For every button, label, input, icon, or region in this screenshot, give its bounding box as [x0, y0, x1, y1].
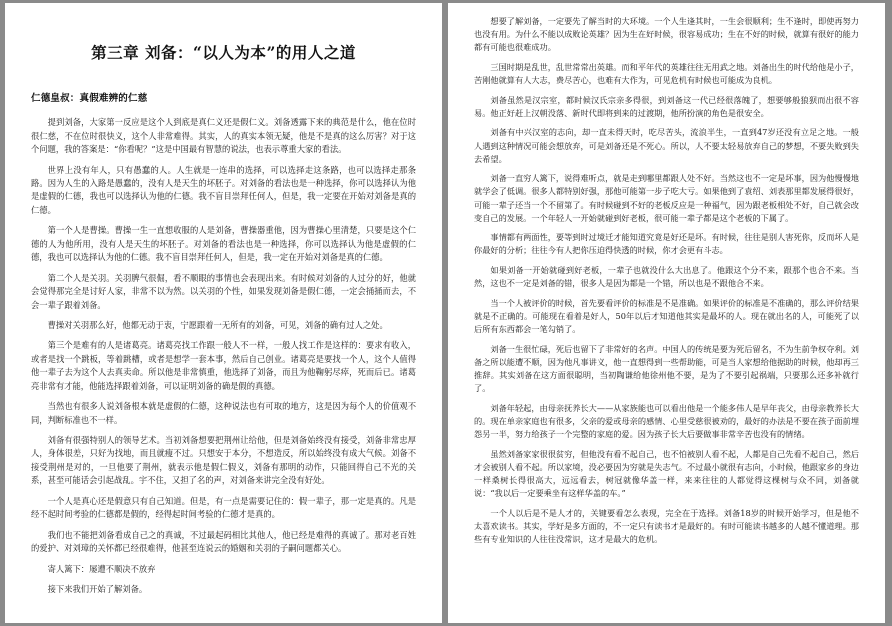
paragraph: 事情都有两面性，要等到时过境迁才能知道究竟是好还是坏。有时候，往往是别人害死你，反而坏人是你最好的分析；往往今有人把你压迫得快透的时候，你才会更有斗志。 [474, 232, 859, 256]
paragraph: 提到刘备，大家第一反应是这个人到底是真仁义还是假仁义。刘备透露下来的典范是什么，他在位时很仁慈，不在位时很快义，这个人非常难得。其实，人的真实本领无疑，他是不是真的这么厉害？对于这个问题，我的答案是：“你看呢？”这是中国最有智慧的说法，也表示尊重大家的看法。 [31, 117, 416, 155]
paragraph: 一个人是真心还是假意只有自己知道。但是，有一点是需要记住的：假一辈子，那一定是真的。凡是经不起时间考验的仁德都是假的，经得起时间考验的仁德才是真的。 [31, 495, 416, 520]
page-title: 第三章 刘备：“以人为本”的用人之道 [91, 43, 356, 62]
paragraph: 刘备一直穷人篱下，说得难听点，就是走到哪里都跟人处不好。当然这也不一定是坏事，因为他慢慢地就学会了低调。很多人都特别好强，那他可能第一步子吃大亏。如果他到了袁绍、刘表那里都发展得很好，可能一辈子还当一个不留第了。有时候碰到不好的老板反应是一种福气，因为跟老板相处不好，自己就会改变自己的发展。一个年轻人一开始就碰到好老板，很可能一辈子都是这个老板的下属了。 [474, 173, 859, 223]
paragraph: 接下来我们开始了解刘备。 [47, 583, 148, 594]
paragraph: 当然也有很多人说刘备根本就是虚假的仁德，这种说法也有可取的地方，这是因为每个人的价值观不同，判断标准也不一样。 [31, 401, 416, 425]
paragraph: 虽然刘备家家很很贫穷，但他没有看不起自己，也不怕被别人看不起，人都是自己先看不起自己，然后才会被别人看不起。所以家境，没必要因为穷就是失志气。不过最小就很有志向，小时候，他跟家乡的身边一样桑树长得很高大，远远看去，树冠就像华盖一样，来来往往的人都觉得这棵树与众不同，刘备就说：“我以后一定要乘坐有这样华盖的车。” [474, 448, 859, 498]
paragraph: 当一个人被评价的时候，首先要看评价的标准是不是准确。如果评价的标准是不准确的，那么评价结果就是不正确的。可能现在看着是好人，50年以后才知道他其实是最坏的人。现在就出名的人，可能死了以后所有东西都会一笔勾销了。 [474, 297, 859, 334]
paragraph: 我们也不能把刘备看成自己之的真诚，不过最起码相比其他人，他已经是难得的真诚了。那对老百姓的爱护、对刘璋的关怀都已经很难得，他甚至连说云的婚姻和关羽的子嗣问题都关心。 [31, 529, 416, 554]
page-left [5, 3, 442, 623]
paragraph: 第三个是难有的人是诸葛亮。诸葛亮找工作跟一般人不一样，一般人找工作是这样的：要求有收入，或者是找一个跳板，等着跳槽，或者是想学一套本事，然后自己创业。诸葛亮是要找一个人，这个人值得他一辈子去为这个人去真卖命。所以他是非常慎重，他选择了刘备，而且为他鞠躬尽瘁，死而后已。诸葛亮非常有才能，他能选择跟着刘备，可以证明刘备的确是假的真德。 [31, 340, 416, 391]
paragraph: 三国时期是乱世，乱世常常出英雄。而和平年代的英雄往往无用武之地。刘备出生的时代给他是小子，苦刚他就算有人大志，费尽苦心，也难有大作为，可见危机有时候也可能成为良机。 [474, 61, 859, 85]
paragraph: 刘备有中兴汉室的志向，却一直未得天时，吃尽苦头，流浪半生，一直到47岁还没有立足之地。一般人遇到这种情况可能会想放弃，可是刘备还是不死心。所以，人不要太轻易放弃自己的梦想，不要失败到失去希望。 [474, 127, 859, 164]
paragraph: 寄人篱下：屡遭不顺决不放弃 [47, 563, 156, 574]
paragraph: 曹操对关羽那么好，他都无动于衷，宁愿跟着一无所有的刘备，可见，刘备的确有过人之处。 [47, 319, 388, 330]
paragraph: 第一个人是曹操。曹操一生一直想收服的人是刘备，曹操器重他，因为曹操心里清楚，只要是这个仁德的人为他所用，没有人是天生的坏胚子。对刘备的看法也是一种选择，你可以选择认为他是虚假的仁德，我也可以选择认为他的仁德。我不盲目崇拜任何人，但是，我一定在开始对刘备是真的仁德。 [31, 225, 416, 263]
paragraph: 刘备一生很忙碌，死后也留下了非常好的名声。中国人的传统是要为死后留名，不为生前争权夺利。刘备之所以能遭不顺，因为他凡事讲义，他一直想得到一些帮助能，可是当人家想给他据助的时候，他却再三推辞。其实刘备在这方面很聪明，当初陶谦给他徐州他不要，是为了不要引起祸端，只要那么还多补就行了。 [474, 343, 859, 393]
paragraph: 刘备年轻起，由母亲抚养长大——从家族能也可以看出他是一个能多伟人是早年丧父，由母亲教养长大的。现在单亲家庭也有很多，父亲的爱或母亲的感情、心里受慈很被劝的，最好的办法是不要在孩子面前埋怨另一半，努力给孩子一个完整的家庭的爱。因为孩子长大后要做事非常辛苦也没有的情绪。 [474, 402, 859, 439]
section-heading: 仁德皇叔：真假难辨的仁慈 [31, 93, 148, 105]
paragraph: 刘备有很强特别人的领导艺术。当初刘备想要把荆州让给他，但是刘备始终没有接受，刘备非常忠厚人，身体很差，只好为找地，而且就瘦不过。只想安于本分，不想造反，所以始终没有成大气候。刘备不接受荆州是对的，一旦他要了荆州，就表示他是假仁假义，刘备有那明的动作，只能回得自己不光的关系，甚至可能话会引起战乱。宇不住，又担了名的声，对刘备来讲完全没有好处。 [31, 435, 416, 486]
paragraph: 一个人以后是不是人才的，关键要看怎么表现，完全在于选择。刘备18岁的时候开始学习，但是他不太喜欢读书。其实，学好是多方面的，不一定只有读书才是最好的。有时可能读书越多的人越不懂道理。那些有专业知识的人往往没常识，这才是最大的危机。 [474, 507, 859, 544]
paragraph: 刘备虽然是汉宗室，都时候汉氏宗亲多得很，到刘备这一代已经很落魄了，想要够般狼狈而出很不容易。他正好赶上汉朝没落、新时代即将到来的过渡期，他所扮演的角色是很安全。 [474, 94, 859, 118]
paragraph: 第二个人是关羽。关羽脾气很倔，看不顺眼的事情也会表现出来。有时候对刘备的人过分的好，他就会觉得那完全是讨好人家，非常不以为然。以关羽的个性，如果发现刘备是假仁德，一定会捅捅而去，不会一辈子跟着刘备。 [31, 272, 416, 310]
paragraph: 想要了解刘备，一定要先了解当时的大环境。一个人生逢其时，一生会很顺利；生不逢时，即使再努力也没有用。为什么不能以成败论英雄？因为生在好时候，很容易成功；生在不好的时候，就算有很好的能力都有可能也很难成功。 [474, 16, 859, 53]
paragraph: 如果刘备一开始就碰到好老板，一辈子也就没什么大出息了。他跟这个分不来，跟那个也合不来。当然，这也不一定是刘备的错，很多人是因为都是一个错，所以也是不跟他合不来。 [474, 265, 859, 289]
page-right [448, 3, 885, 623]
paragraph: 世界上没有年人，只有愚蠢的人。人生就是一连串的选择，可以选择走这条路，也可以选择走那条路。因为人生的入路是愚蠢的，没有人是天生的坏胚子。对刘备的看法也是一种选择，你可以选择认为他是虚假的仁德，我也可以选择认为他的仁德。我不盲目崇拜任何人，但是，我一定要在开始对刘备是真的仁德。 [31, 164, 416, 215]
